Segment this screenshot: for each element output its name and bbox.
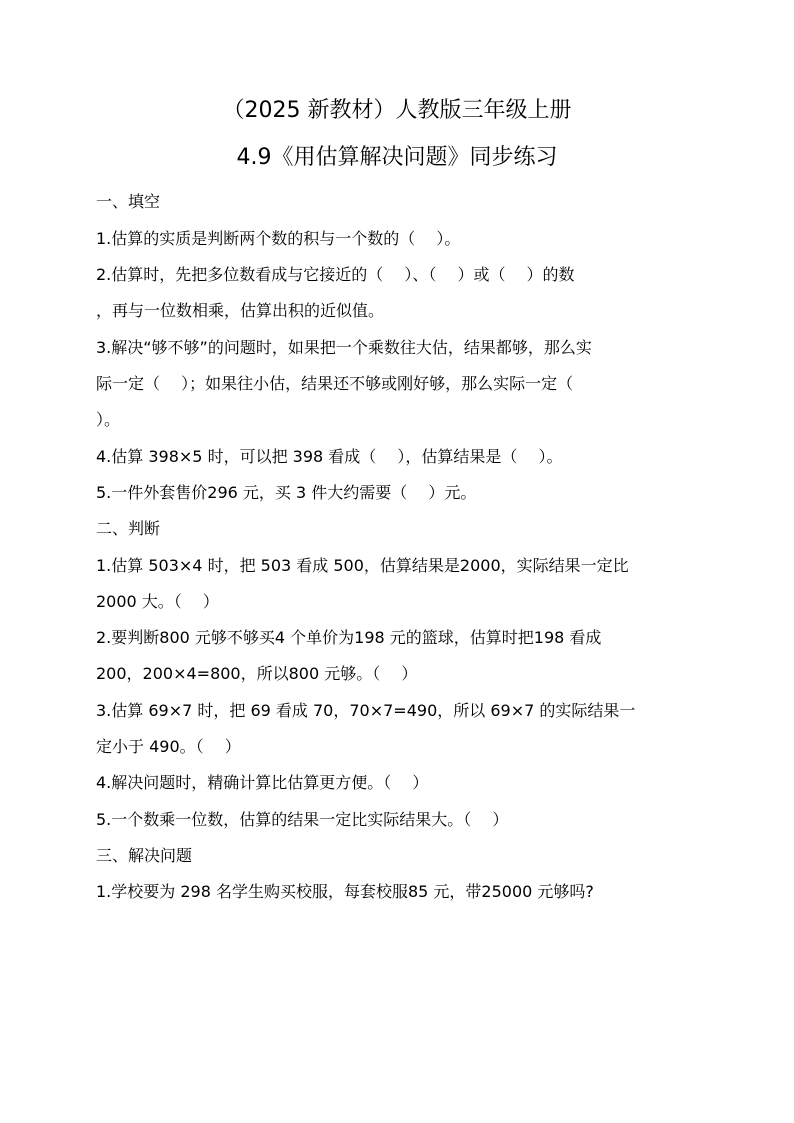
fill-question-5: 5.一件外套售价296 元，买 3 件大约需要（ ）元。 — [96, 483, 477, 502]
section-heading-problem-solving: 三、解决问题 — [96, 846, 193, 865]
fill-question-3-line-2: 际一定（ ）；如果往小估，结果还不够或刚好够，那么实际一定（ — [96, 374, 574, 393]
fill-question-2-line-2: ，再与一位数相乘，估算出积的近似值。 — [96, 301, 385, 320]
problem-question-1: 1.学校要为 298 名学生购买校服，每套校服85 元，带25000 元够吗? — [96, 882, 594, 901]
judge-question-5: 5.一个数乘一位数，估算的结果一定比实际结果大。（ ） — [96, 810, 509, 829]
judge-question-4: 4.解决问题时，精确计算比估算更方便。（ ） — [96, 773, 429, 792]
document-title: （2025 新教材）人教版三年级上册 — [222, 98, 572, 123]
judge-question-3-line-1: 3.估算 69×7 时，把 69 看成 70，70×7=490，所以 69×7 的实际结果一 — [96, 701, 636, 720]
fill-question-3-line-3: ）。 — [96, 410, 121, 429]
judge-question-1-line-1: 1.估算 503×4 时，把 503 看成 500，估算结果是2000，实际结果一定比 — [96, 556, 629, 575]
judge-question-1-line-2: 2000 大。（ ） — [96, 592, 219, 611]
judge-question-3-line-2: 定小于 490。（ ） — [96, 737, 241, 756]
fill-question-2-line-1: 2.估算时，先把多位数看成与它接近的（ ）、（ ）或（ ）的数 — [96, 265, 575, 284]
judge-question-2-line-2: 200，200×4=800，所以800 元够。（ ） — [96, 664, 418, 683]
document-subtitle: 4.9《用估算解决问题》同步练习 — [236, 145, 558, 170]
section-heading-fill-blank: 一、填空 — [96, 192, 161, 211]
fill-question-1: 1.估算的实质是判断两个数的积与一个数的（ ）。 — [96, 229, 461, 248]
section-heading-true-false: 二、判断 — [96, 519, 161, 538]
fill-question-4: 4.估算 398×5 时，可以把 398 看成（ ），估算结果是（ ）。 — [96, 447, 563, 466]
judge-question-2-line-1: 2.要判断800 元够不够买4 个单价为198 元的篮球，估算时把198 看成 — [96, 628, 602, 647]
fill-question-3-line-1: 3.解决“够不够”的问题时，如果把一个乘数往大估，结果都够，那么实 — [96, 338, 592, 357]
